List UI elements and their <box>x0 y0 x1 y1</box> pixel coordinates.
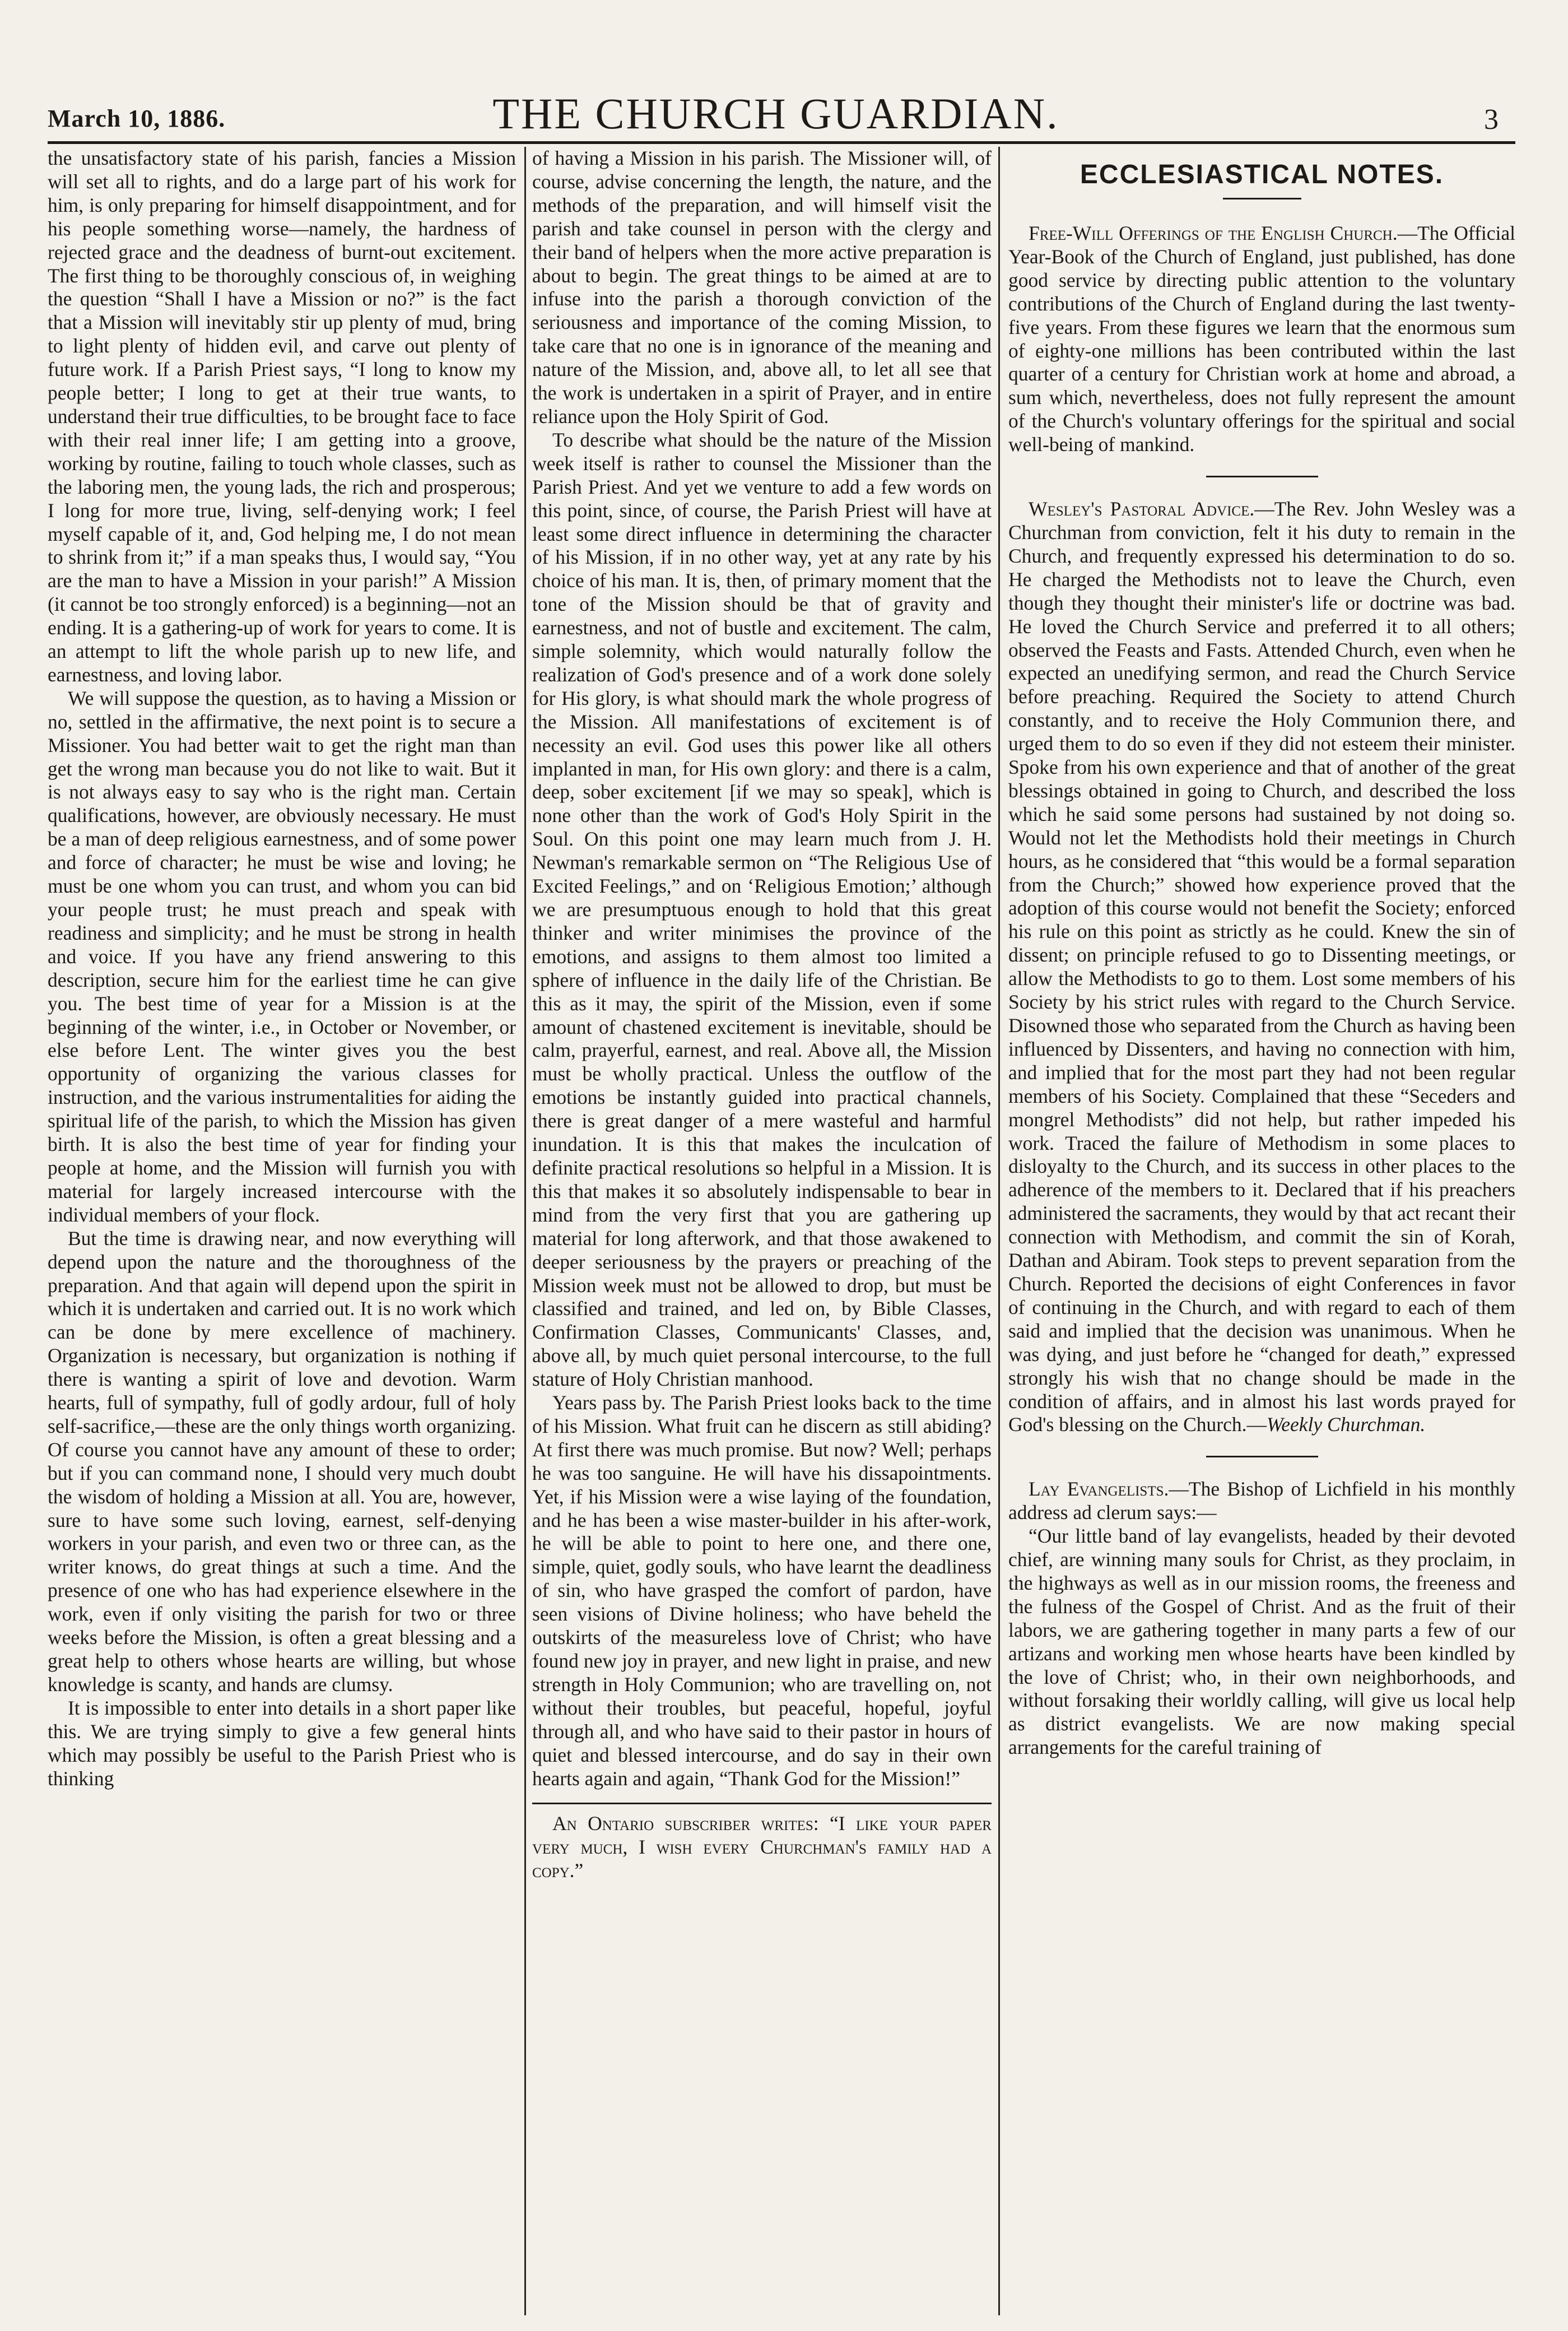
heading-rule <box>1223 198 1301 199</box>
note-separator <box>1206 476 1318 477</box>
column-divider-1 <box>524 147 526 2315</box>
note-quote: “Our little band of lay evangelists, headed by their devoted chief, are winning many souls for Christ, as they proclaim, in the highways as well as in our mission rooms, the freeness and the fulness of the Gospel of Christ. And as the fruit of their labors, we are gathering together in many parts a few of our artizans and working men whose hearts have been kindled by the love of Christ; who, in their own neighborhoods, and without forsaking their worldly calling, will give us local help as district evangelists. We are now making special arrangements for the careful training of <box>1008 1525 1515 1759</box>
article-paragraph: of having a Mission in his parish. The Missioner will, of course, advise concerning the length, the nature, and the methods of the preparation, and will himself visit the parish and take counsel in person with the clergy and their band of helpers when the more active preparation is about to begin. The great things to be aimed at are to infuse into the parish a thorough conviction of the seriousness and importance of the coming Mission, to take care that no one is in ignorance of the meaning and nature of the Mission, and, above all, to let all see that the work is undertaken in a spirit of Prayer, and in entire reliance upon the Holy Spirit of God. <box>532 147 992 428</box>
section-rule <box>532 1803 992 1804</box>
note-separator <box>1206 1456 1318 1457</box>
note-source: Weekly Churchman. <box>1266 1413 1426 1436</box>
page-number: 3 <box>1484 104 1499 136</box>
subscriber-note: An Ontario subscriber writes: “I like your paper very much, I wish every Churchman's family had a copy.” <box>532 1812 992 1882</box>
article-paragraph: the unsatisfactory state of his parish, fancies a Mission will set all to rights, and do a large part of his work for him, is only preparing for himself disappointment, and for his people something worse—namely, the hardness of rejected grace and the deadness of burnt-out excitement. The first thing to be thoroughly conscious of, in weighing the question “Shall I have a Mission or no?” is the fact that a Mission will inevitably stir up plenty of mud, bring to light plenty of hidden evil, and carve out plenty of future work. If a Parish Priest says, “I long to know my people better; I long to get at their true wants, to understand their true difficulties, to be brought face to face with their real inner life; I am getting into a groove, working by routine, failing to touch whole classes, such as the laboring men, the young lads, the rich and prosperous; I long for more true, living, self-denying work; I feel myself capable of it, and, God helping me, I do not mean to shrink from it;” if a man speaks thus, I would say, “You are the man to have a Mission in your parish!” A Mission (it cannot be too strongly enforced) is a beginning—not an ending. It is a gathering-up of work for years to come. It is an attempt to lift the whole parish up to new life, and earnestness, and loving labor. <box>48 147 516 686</box>
note-body: —The Rev. John Wesley was a Churchman from conviction, felt it his duty to remain in the Church, and frequently expressed his determination to do so. He charged the Methodists not to leave the Church, even though they thought their minister's life or doctrine was bad. He loved the Church Service and preferred it to all others; observed the Feasts and Fasts. Attended Church, even when he expected an unedifying sermon, and read the Church Service before preaching. Required the Society to attend Church constantly, and to receive the Holy Communion there, and urged them to do so even if they did not esteem their minister. Spoke from his own experience and that of another of the great blessings obtained in going to Church, and described the loss which he said some persons had sustained by not doing so. Would not let the Methodists hold their meetings in Church hours, as he considered that “this would be a formal separation from the Church;” showed how experience proved that the adoption of this course would not benefit the Society; enforced his rule on this point as strictly as he could. Knew the sin of dissent; on principle refused to go to Dissenting meetings, or allow the Methodists to go to them. Lost some members of his Society by his strict rules with regard to the Church Service. Disowned those who separated from the Church as having been influenced by Dissenters, and having no connection with him, and implied that for the most part they had not been regular members of his Society. Complained that these “Seceders and mongrel Methodists” did not help, but rather impeded his work. Traced the failure of Methodism in some places to disloyalty to the Church, and its success in other places to the adherence of the members to it. Declared that if his preachers administered the sacraments, they would by that act recant their connection with Methodism, and commit the sin of Korah, Dathan and Abiram. Took steps to prevent separation from the Church. Reported the decisions of eight Conferences in favor of continuing in the Church, and with regard to each of them said and implied that the decision was unanimous. When he was dying, and just before he “changed for death,” expressed strongly his wish that no change should be made in the condition of affairs, and in almost his last words prayed for God's blessing on the Church.— <box>1008 498 1515 1436</box>
note-body: —The Official Year-Book of the Church of England, just published, has done good service by directing public attention to the voluntary contributions of the Church of England during the last twenty-five years. From these figures we learn that the enormous sum of eighty-one millions has been contributed within the last quarter of a century for Christian work at home and abroad, a sum which, nevertheless, does not fully represent the amount of the Church's voluntary offerings for the spiritual and social well-being of mankind. <box>1008 222 1515 456</box>
article-paragraph: But the time is drawing near, and now everything will depend upon the nature and the thoroughness of the preparation. And that again will depend upon the spirit in which it is undertaken and carried out. It is no work which can be done by mere excellence of machinery. Organization is necessary, but organization is nothing if there is wanting a spirit of love and devotion. Warm hearts, full of sympathy, full of godly ardour, full of holy self-sacrifice,—these are the only things worth organizing. Of course you cannot have any amount of these to order; but if you can command none, I should very much doubt the wisdom of holding a Mission at all. You are, however, sure to have some such loving, earnest, self-denying workers in your parish, and even two or three can, as the writer knows, do great things at such a time. And the presence of one who has had experience elsewhere in the work, even if only visiting the parish for two or three weeks before the Mission, is often a great blessing and a great help to others whose hearts are willing, but whose knowledge is scanty, and hands are clumsy. <box>48 1227 516 1696</box>
article-paragraph: It is impossible to enter into details in a short paper like this. We are trying simply to give a few general hints which may possibly be useful to the Parish Priest who is thinking <box>48 1696 516 1790</box>
masthead <box>48 84 1504 140</box>
note-title: Free-Will Offerings of the English Church. <box>1029 222 1398 244</box>
article-paragraph: We will suppose the question, as to having a Mission or no, settled in the affirmative, the next point is to secure a Missioner. You had better wait to get the right man than get the wrong man because you do not like to wait. But it is not always easy to say who is the right man. Certain qualifications, however, are obviously necessary. He must be a man of deep religious earnestness, and of some power and force of character; he must be wise and loving; he must be one whom you can trust, and whom you can bid your people trust; he must preach and speak with readiness and simplicity; and he must be strong in health and voice. If you have any friend answering to this description, secure him for the earliest time he can give you. The best time of year for a Mission is at the beginning of the winter, i.e., in October or November, or else before Lent. The winter gives you the best opportunity of organizing the various classes for instruction, and the various instrumentalities for aiding the spiritual life of the parish, to which the Mission has given birth. It is also the best time of year for finding your people at home, and the Mission will furnish you with material for largely increased intercourse with the individual members of your flock. <box>48 686 516 1226</box>
newspaper-title: THE CHURCH GUARDIAN. <box>492 89 1059 138</box>
note-title: Lay Evangelists. <box>1029 1478 1169 1501</box>
article-column-1 <box>48 147 516 2327</box>
article-column-2 <box>532 147 992 2327</box>
issue-date: March 10, 1886. <box>48 105 226 132</box>
note-title: Wesley's Pastoral Advice. <box>1029 498 1255 521</box>
notes-column <box>1008 147 1515 2327</box>
note-body: —The Bishop of Lichfield in his monthly address ad clerum says:— <box>1008 1478 1515 1524</box>
column-divider-2 <box>998 147 1000 2315</box>
masthead-rule <box>48 141 1515 144</box>
article-paragraph: To describe what should be the nature of the Mission week itself is rather to counsel the Missioner than the Parish Priest. And yet we venture to add a few words on this point, since, of course, the Parish Priest will have at least some direct influence in determining the character of his Mission, if in no other way, yet at any rate by his choice of his man. It is, then, of primary moment that the tone of the Mission should be that of gravity and earnestness, and not of bustle and excitement. The calm, simple solemnity, which would naturally follow the realization of God's presence and of a work done solely for His glory, is what should mark the whole progress of the Mission. All manifestations of excitement is of necessity an evil. God uses this power like all others implanted in man, for His own glory: and there is a calm, deep, sober excitement [if we may so speak], which is none other than the work of God's Holy Spirit in the Soul. On this point one may learn much from J. H. Newman's remarkable sermon on “The Religious Use of Excited Feelings,” and on ‘Religious Emotion;’ although we are presumptuous enough to hold that this great thinker and writer minimises the province of the emotions, and assigns to them almost too limited a sphere of influence in the daily life of the Christian. Be this as it may, the spirit of the Mission, even if some amount of chastened excitement is inevitable, should be calm, prayerful, earnest, and real. Above all, the Mission must be wholly practical. Unless the outflow of the emotions be instantly guided into practical channels, there is great danger of a mere wasteful and harmful inundation. It is this that makes the inculcation of definite practical resolutions so helpful in a Mission. It is this that makes it so absolutely indispensable to bear in mind from the very first that you are gathering up material for long afterwork, and that those awakened to deeper seriousness by the prayers or preaching of the Mission week must not be allowed to drop, but must be classified and trained, and led on, by Bible Classes, Confirmation Classes, Communicants' Classes, and, above all, by much quiet personal intercourse, to the full stature of Holy Christian manhood. <box>532 428 992 1391</box>
note-free-will-offerings <box>1008 222 1515 457</box>
note-lay-evangelists <box>1008 1478 1515 1525</box>
section-heading: ECCLESIASTICAL NOTES. <box>1080 160 1444 189</box>
article-paragraph: Years pass by. The Parish Priest looks back to the time of his Mission. What fruit can he discern as still abiding? At first there was much promise. But now? Well; perhaps he was too sanguine. He will have his dissapointments. Yet, if his Mission were a wise laying of the foundation, and he has been a wise master-builder in his after-work, he will be able to point to here one, and there one, simple, quiet, godly souls, who have learnt the deadliness of sin, who have grasped the comfort of pardon, have seen visions of Divine holiness; who have beheld the outskirts of the measureless love of Christ; who have found new joy in prayer, and new light in praise, and new strength in Holy Communion; who are travelling on, not without their troubles, but peaceful, hopeful, joyful through all, and who have said to their pastor in hours of quiet and blessed intercourse, and do say in their own hearts again and again, “Thank God for the Mission!” <box>532 1391 992 1790</box>
note-wesley-advice <box>1008 498 1515 1437</box>
